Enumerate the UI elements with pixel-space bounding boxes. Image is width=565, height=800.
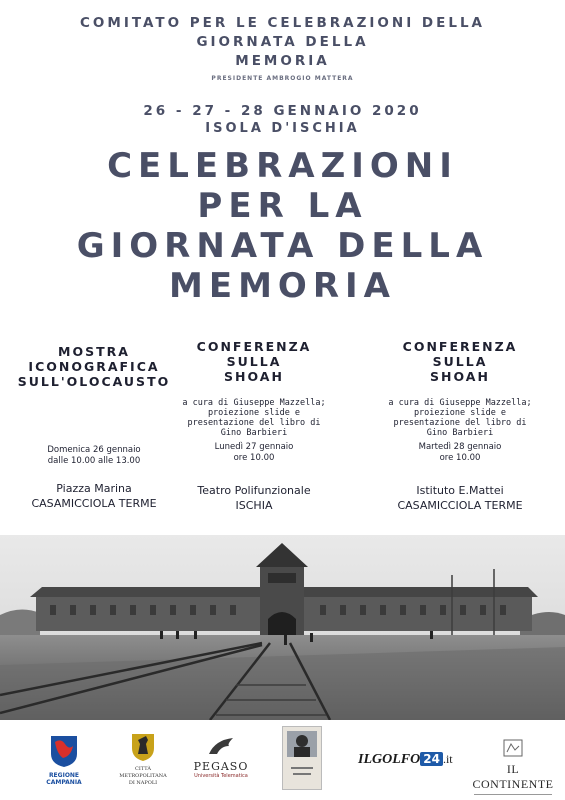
description-line: Gino Barbieri [426,428,494,438]
description-line: a cura di Giuseppe Mazzella; [388,398,532,408]
event-title-line: CONFERENZA [402,339,518,354]
event-title-line: SULL'OLOCAUSTO [17,374,171,389]
sponsor-logos [0,722,565,800]
event-description [160,398,348,438]
event-dates: 26 - 27 - 28 GENNAIO 2020 [143,103,422,119]
golfo-word: GOLFO [372,752,421,767]
event-title [366,339,554,384]
organizer-line-1: COMITATO PER LE CELEBRAZIONI DELLA [80,15,485,31]
book-cover-image [282,726,322,790]
main-title [0,146,565,306]
event-when [366,442,554,464]
event-title-line: ICONOGRAFICA [28,359,160,374]
venue-name: Piazza Marina [56,482,132,495]
event-date: Lunedì 27 gennaio [214,442,294,452]
event-venue [160,483,348,513]
venue-town: CASAMICCIOLA TERME [31,497,157,510]
organizer-line-2: GIORNATA DELLA [196,34,369,50]
event-venue [366,483,554,513]
pegasus-wing-icon [205,736,237,756]
description-line: presentazione del libro di [187,418,321,428]
event-title-line: SHOAH [430,369,490,384]
president-line: PRESIDENTE AMBROGIO MATTERA [211,75,354,82]
description-line: presentazione del libro di [393,418,527,428]
venue-name: Teatro Polifunzionale [197,484,311,497]
event-description [366,398,554,438]
description-line: a cura di Giuseppe Mazzella; [182,398,326,408]
event-time: ore 10.00 [233,453,275,463]
citta-label-line: DI NAPOLI [128,780,158,786]
venue-town: CASAMICCIOLA TERME [397,499,523,512]
continente-divider [474,794,552,795]
main-title-line-4: MEMORIA [169,266,396,306]
golfo-domain: .it [442,752,453,766]
golfo-prefix: IL [358,752,372,767]
event-when [160,442,348,464]
event-title-line: MOSTRA [58,344,130,359]
event-date: Martedì 28 gennaio [418,442,502,452]
il-continente-logo [466,738,560,797]
birkenau-gate-photo [0,535,565,720]
event-date: Domenica 26 gennaio [47,445,141,455]
event-title-line: CONFERENZA [196,339,312,354]
organizer-heading [0,14,565,71]
regione-label: REGIONE CAMPANIA [46,772,82,786]
description-line: Gino Barbieri [220,428,288,438]
pegaso-sublabel: Università Telematica [194,773,248,779]
event-place: ISOLA D'ISCHIA [205,121,360,136]
author-portrait-icon [283,727,321,789]
main-title-line-1: CELEBRAZIONI [107,146,458,186]
event-title-line: SULLA [432,354,488,369]
main-title-line-3: GIORNATA DELLA [76,226,489,266]
citta-label-line: CITTÀ METROPOLITANA [119,766,167,779]
golfo-number: 24 [420,752,443,766]
event-time: ore 10.00 [439,453,481,463]
continente-label: IL CONTINENTE [472,762,554,791]
organizer-line-3: MEMORIA [235,53,330,69]
pegaso-logo [190,736,252,779]
main-title-line-2: PER LA [197,186,368,226]
event-title [160,339,348,384]
description-line: proiezione slide e [207,408,301,418]
event-column-conference-1 [160,339,348,513]
venue-name: Istituto E.Mattei [416,484,504,497]
pegaso-label: PEGASO [193,760,249,773]
event-title-line: SHOAH [224,369,284,384]
continente-emblem-icon [502,738,524,758]
venue-town: ISCHIA [235,499,273,512]
citta-metropolitana-logo [114,730,172,787]
regione-shield-icon [49,734,79,768]
citta-label [114,766,172,787]
regione-campania-logo [34,734,94,786]
event-column-conference-2 [366,339,554,513]
horse-crest-icon [130,730,156,762]
event-title-line: SULLA [226,354,282,369]
ilgolfo24-logo [358,748,454,768]
event-time: dalle 10.00 alle 13.00 [47,456,141,466]
description-line: proiezione slide e [413,408,507,418]
